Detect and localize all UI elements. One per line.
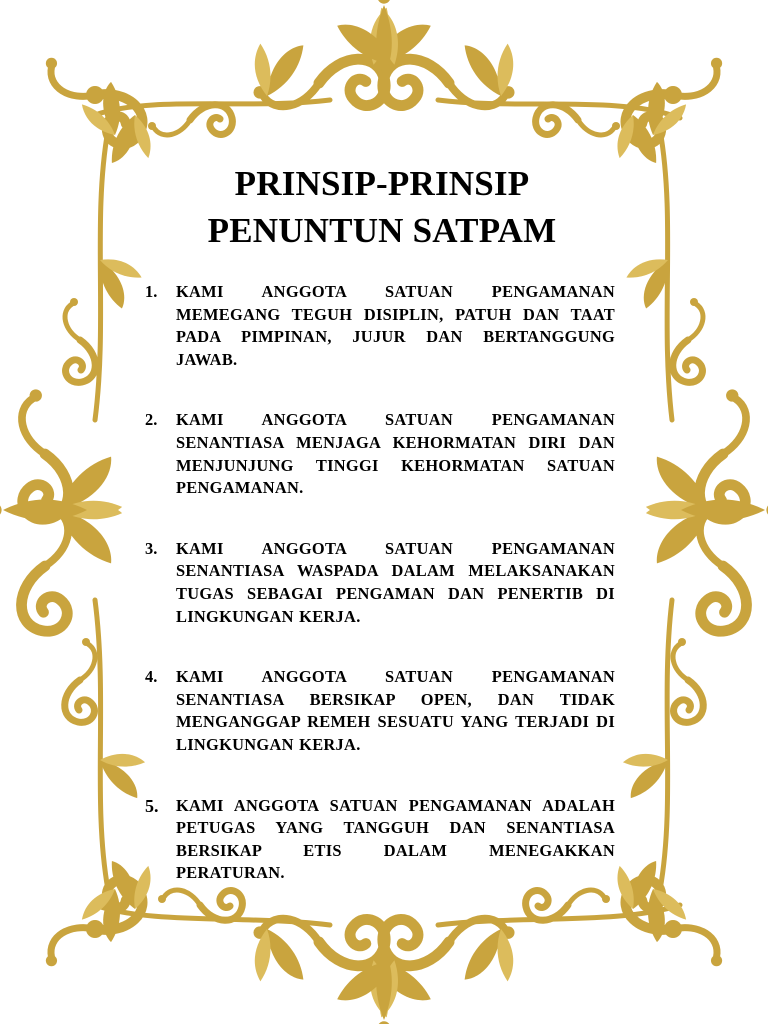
list-item bbox=[145, 409, 615, 499]
document-title bbox=[150, 160, 614, 254]
item-number: 1. bbox=[145, 282, 158, 301]
title-line-1: PRINSIP-PRINSIP bbox=[234, 164, 530, 203]
item-number: 4. bbox=[145, 667, 158, 687]
item-number: 2. bbox=[145, 410, 158, 430]
list-item bbox=[145, 538, 615, 628]
item-number: 5. bbox=[145, 795, 159, 816]
item-text: KAMI ANGGOTA SATUAN PENGAMANAN SENANTIASA MENJAGA KEHORMATAN DIRI DAN MENJUNJUNG TINGGI KEHORMATAN SATUAN PENGAMANAN. bbox=[176, 410, 615, 498]
item-text: KAMI ANGGOTA SATUAN PENGAMANAN SENANTIASA WASPADA DALAM MELAKSANAKAN TUGAS SEBAGAI PENGAMAN DAN PENERTIB DI LINGKUNGAN KERJA. bbox=[176, 538, 615, 626]
principles-list bbox=[145, 281, 615, 923]
item-text: KAMI ANGGOTA SATUAN PENGAMANAN SENANTIASA BERSIKAP OPEN, DAN TIDAK MENGANGGAP REMEH SESUATU YANG TERJADI DI LINGKUNGAN KERJA. bbox=[176, 667, 615, 754]
item-number: 3. bbox=[145, 538, 158, 558]
list-item bbox=[145, 666, 615, 756]
list-item bbox=[145, 281, 615, 371]
item-text: KAMI ANGGOTA SATUAN PENGAMANAN MEMEGANG TEGUH DISIPLIN, PATUH DAN TAAT PADA PIMPINAN, JUJUR DAN BERTANGGUNG JAWAB. bbox=[176, 282, 615, 369]
list-item bbox=[145, 795, 615, 885]
item-text: KAMI ANGGOTA SATUAN PENGAMANAN ADALAH PETUGAS YANG TANGGUH DAN SENANTIASA BERSIKAP ETIS DALAM MENEGAKKAN PERATURAN. bbox=[176, 795, 615, 883]
title-line-2: PENUNTUN SATPAM bbox=[207, 211, 557, 250]
